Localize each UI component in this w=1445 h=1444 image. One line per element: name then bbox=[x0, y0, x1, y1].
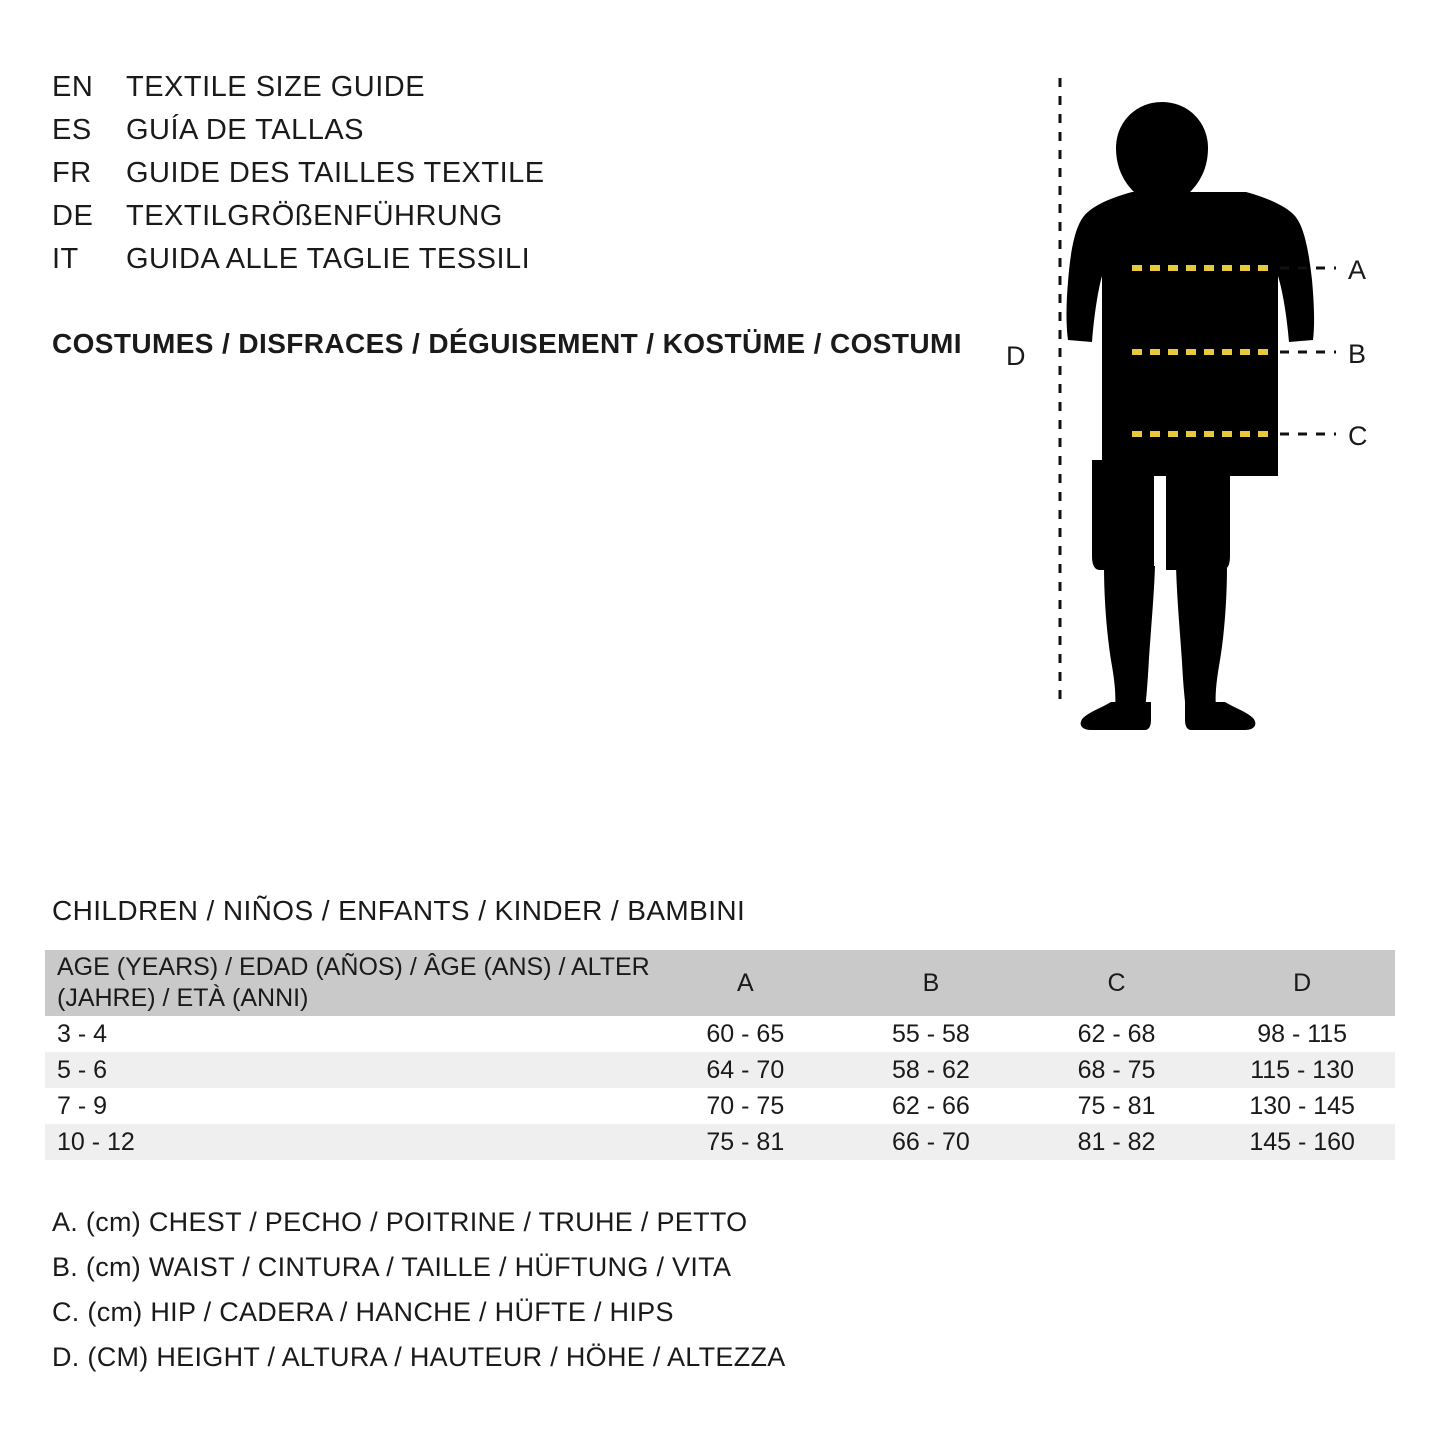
language-text-es: GUÍA DE TALLAS bbox=[126, 114, 365, 146]
cell-a: 75 - 81 bbox=[653, 1124, 839, 1160]
cell-c: 75 - 81 bbox=[1024, 1088, 1210, 1124]
language-code-fr: FR bbox=[52, 157, 92, 189]
cell-b: 62 - 66 bbox=[838, 1088, 1024, 1124]
legend-item-c: C. (cm) HIP / CADERA / HANCHE / HÜFTE / HIPS bbox=[52, 1297, 674, 1327]
language-text-fr: GUIDE DES TAILLES TEXTILE bbox=[126, 157, 545, 189]
cell-b: 55 - 58 bbox=[838, 1016, 1024, 1052]
language-code-de: DE bbox=[52, 200, 94, 232]
table-header-b: B bbox=[838, 950, 1024, 1016]
cell-age: 5 - 6 bbox=[45, 1052, 653, 1088]
language-row-de bbox=[52, 195, 952, 238]
figure-label-b: B bbox=[1348, 339, 1367, 369]
language-text-de: TEXTILGRÖßENFÜHRUNG bbox=[126, 200, 503, 232]
figure-label-c: C bbox=[1348, 421, 1368, 451]
table-header-a: A bbox=[653, 950, 839, 1016]
table-header-age: AGE (YEARS) / EDAD (AÑOS) / ÂGE (ANS) / ALTER (JAHRE) / ETÀ (ANNI) bbox=[45, 950, 653, 1016]
language-code-es: ES bbox=[52, 114, 92, 146]
cell-age: 7 - 9 bbox=[45, 1088, 653, 1124]
cell-d: 145 - 160 bbox=[1209, 1124, 1395, 1160]
language-row-es bbox=[52, 109, 952, 152]
cell-c: 62 - 68 bbox=[1024, 1016, 1210, 1052]
language-text-en: TEXTILE SIZE GUIDE bbox=[126, 71, 426, 103]
child-silhouette-icon bbox=[980, 50, 1400, 730]
children-section-title: CHILDREN / NIÑOS / ENFANTS / KINDER / BAMBINI bbox=[52, 895, 746, 926]
table-row bbox=[45, 1124, 1395, 1160]
measurement-figure bbox=[980, 50, 1400, 730]
table-row bbox=[45, 1016, 1395, 1052]
cell-b: 66 - 70 bbox=[838, 1124, 1024, 1160]
table-header-c: C bbox=[1024, 950, 1210, 1016]
table-header-row bbox=[45, 950, 1395, 1016]
language-row-fr bbox=[52, 152, 952, 195]
legend-item-d: D. (CM) HEIGHT / ALTURA / HAUTEUR / HÖHE / ALTEZZA bbox=[52, 1342, 786, 1372]
cell-age: 3 - 4 bbox=[45, 1016, 653, 1052]
legend-item-a: A. (cm) CHEST / PECHO / POITRINE / TRUHE / PETTO bbox=[52, 1207, 748, 1237]
cell-a: 70 - 75 bbox=[653, 1088, 839, 1124]
measurement-legend bbox=[52, 1200, 1052, 1380]
legend-item-b: B. (cm) WAIST / CINTURA / TAILLE / HÜFTUNG / VITA bbox=[52, 1252, 732, 1282]
cell-d: 115 - 130 bbox=[1209, 1052, 1395, 1088]
table-header-d: D bbox=[1209, 950, 1395, 1016]
table-row bbox=[45, 1052, 1395, 1088]
language-row-en bbox=[52, 66, 952, 109]
language-row-it bbox=[52, 238, 952, 281]
size-table bbox=[45, 950, 1395, 1160]
language-title-block bbox=[52, 66, 952, 281]
cell-c: 68 - 75 bbox=[1024, 1052, 1210, 1088]
language-code-en: EN bbox=[52, 71, 94, 103]
cell-b: 58 - 62 bbox=[838, 1052, 1024, 1088]
language-text-it: GUIDA ALLE TAGLIE TESSILI bbox=[126, 243, 531, 275]
cell-a: 64 - 70 bbox=[653, 1052, 839, 1088]
figure-label-a: A bbox=[1348, 255, 1367, 285]
language-code-it: IT bbox=[52, 243, 79, 275]
cell-a: 60 - 65 bbox=[653, 1016, 839, 1052]
table-row bbox=[45, 1088, 1395, 1124]
cell-c: 81 - 82 bbox=[1024, 1124, 1210, 1160]
cell-d: 98 - 115 bbox=[1209, 1016, 1395, 1052]
figure-label-d: D bbox=[1006, 341, 1026, 371]
cell-d: 130 - 145 bbox=[1209, 1088, 1395, 1124]
category-line: COSTUMES / DISFRACES / DÉGUISEMENT / KOSTÜME / COSTUMI bbox=[52, 328, 962, 359]
cell-age: 10 - 12 bbox=[45, 1124, 653, 1160]
